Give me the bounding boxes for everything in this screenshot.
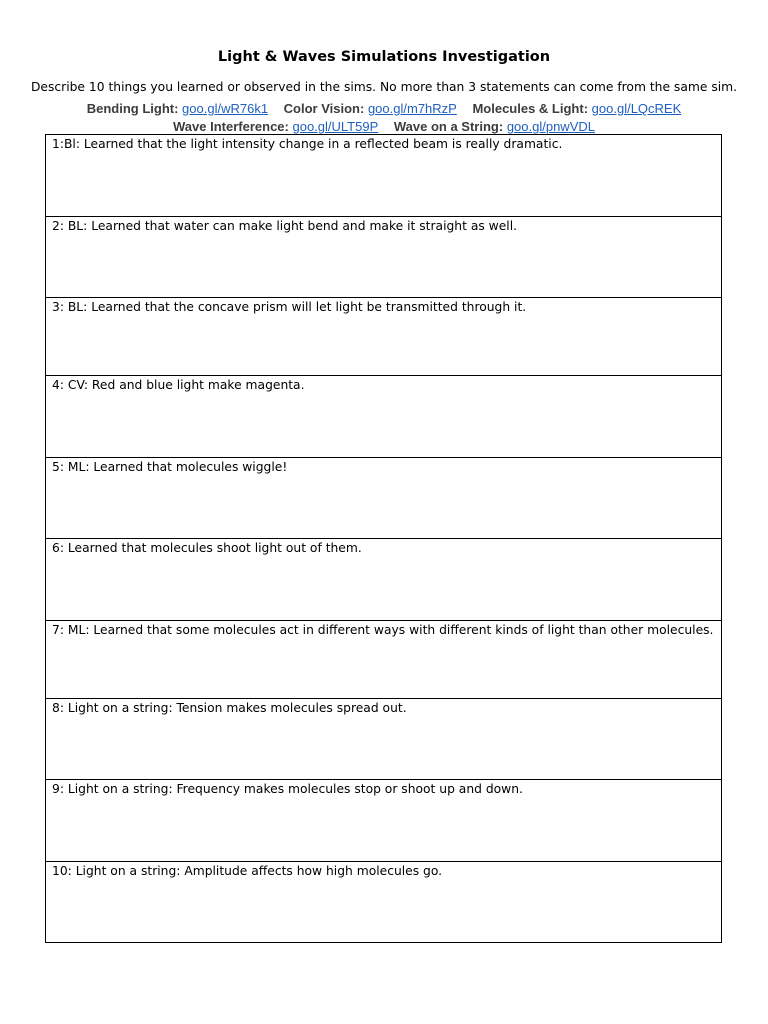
sim-wave-interference [173, 119, 378, 135]
table-row [46, 699, 722, 780]
sim-name: Wave Interference: [173, 119, 289, 134]
sim-link[interactable]: goo.gl/wR76k1 [182, 101, 269, 116]
sim-name: Wave on a String: [393, 119, 504, 134]
table-row [46, 135, 722, 217]
statement-cell[interactable]: 1:Bl: Learned that the light intensity change in a reflected beam is really dramatic. [46, 135, 722, 217]
statement-cell[interactable]: 10: Light on a string: Amplitude affects how high molecules go. [46, 862, 722, 943]
sim-wave-on-string [394, 119, 595, 135]
sim-bending-light [87, 101, 268, 117]
statement-cell[interactable]: 3: BL: Learned that the concave prism will let light be transmitted through it. [46, 298, 722, 376]
statement-cell[interactable]: 8: Light on a string: Tension makes molecules spread out. [46, 699, 722, 780]
sim-link[interactable]: goo.gl/pnwVDL [506, 119, 595, 134]
table-row [46, 780, 722, 862]
statement-cell[interactable]: 4: CV: Red and blue light make magenta. [46, 376, 722, 458]
instructions-text: Describe 10 things you learned or observed in the sims. No more than 3 statements can come from the same sim. [30, 80, 738, 94]
statement-cell[interactable]: 5: ML: Learned that molecules wiggle! [46, 458, 722, 539]
statements-table [45, 134, 722, 943]
table-row [46, 376, 722, 458]
sim-link[interactable]: goo.gl/ULT59P [292, 119, 379, 134]
table-row [46, 458, 722, 539]
sim-name: Bending Light: [86, 101, 179, 116]
sim-name: Molecules & Light: [472, 101, 589, 116]
page-title: Light & Waves Simulations Investigation [217, 49, 551, 65]
statement-cell[interactable]: 7: ML: Learned that some molecules act in different ways with different kinds of light than other molecules. [46, 621, 722, 699]
sim-links-line-1 [0, 101, 768, 117]
statement-cell[interactable]: 6: Learned that molecules shoot light out of them. [46, 539, 722, 621]
table-row [46, 862, 722, 943]
table-row [46, 298, 722, 376]
table-row [46, 217, 722, 298]
sim-links-line-2 [0, 119, 768, 135]
sim-molecules-light [472, 101, 681, 117]
sim-link[interactable]: goo.gl/m7hRzP [367, 101, 457, 116]
sim-color-vision [284, 101, 457, 117]
sim-name: Color Vision: [283, 101, 365, 116]
statement-cell[interactable]: 2: BL: Learned that water can make light bend and make it straight as well. [46, 217, 722, 298]
statement-cell[interactable]: 9: Light on a string: Frequency makes molecules stop or shoot up and down. [46, 780, 722, 862]
sim-link[interactable]: goo.gl/LQcREK [591, 101, 682, 116]
table-row [46, 539, 722, 621]
table-row [46, 621, 722, 699]
